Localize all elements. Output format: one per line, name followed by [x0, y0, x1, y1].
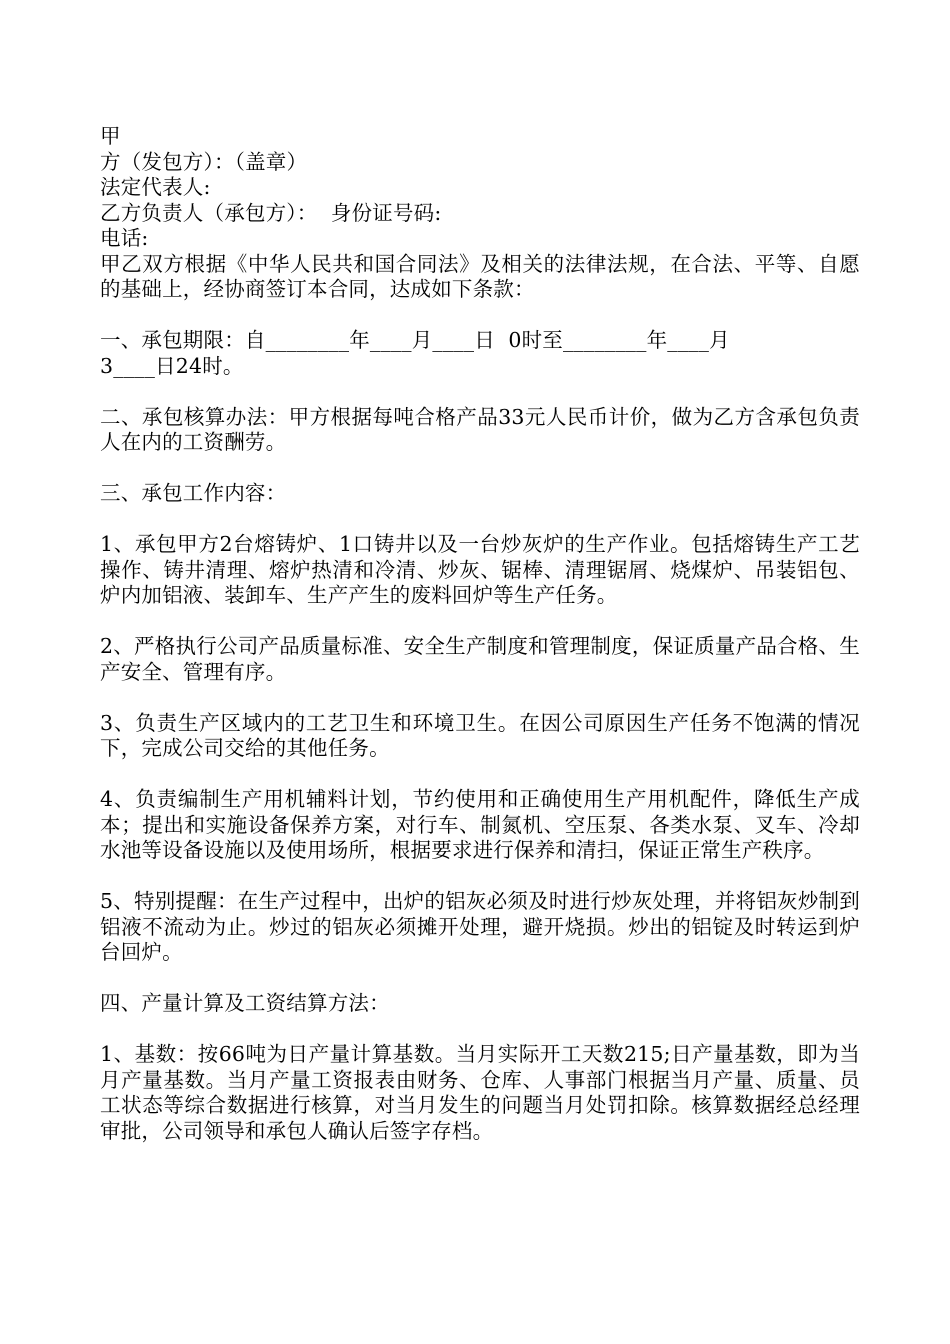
section3-item: 3、负责生产区域内的工艺卫生和环境卫生。在因公司原因生产任务不饱满的情况下，完成公司交给的其他任务。 — [100, 710, 860, 760]
spacer — [100, 507, 860, 533]
spacer — [100, 609, 860, 635]
spacer — [100, 864, 860, 890]
section3-title: 三、承包工作内容： — [100, 481, 287, 505]
spacer — [100, 379, 860, 405]
section2-paragraph: 二、承包核算办法：甲方根据每吨合格产品33元人民币计价，做为乙方含承包负责人在内的工资酬劳。 — [100, 404, 860, 454]
party-b-line: 乙方负责人（承包方）： 身份证号码: — [100, 200, 442, 225]
spacer — [100, 456, 860, 482]
section1-term-line2: 3____日24时。 — [100, 353, 244, 378]
phone-line: 电话: — [100, 226, 149, 250]
section4-title: 四、产量计算及工资结算方法： — [100, 991, 390, 1015]
section4-item: 1、基数：按66吨为日产量计算基数。当月实际开工天数215;日产量基数，即为当月产量基数。当月产量工资报表由财务、仓库、人事部门根据当月产量、质量、员工状态等综合数据进行核算，对当月发生的问题当月处罚扣除。核算数据经总经理审批，公司领导和承包人确认后签字存档。 — [100, 1042, 860, 1143]
spacer — [100, 303, 860, 329]
party-a-label: 甲 — [100, 124, 121, 148]
spacer — [100, 685, 860, 711]
spacer — [100, 762, 860, 788]
section3-item: 1、承包甲方2台熔铸炉、1口铸井以及一台炒灰炉的生产作业。包括熔铸生产工艺操作、铸井清理、熔炉热清和冷清、炒灰、锯棒、清理锯屑、烧煤炉、吊装铝包、炉内加铝液、装卸车、生产产生的废料回炉等生产任务。 — [100, 532, 860, 607]
section3-item: 2、严格执行公司产品质量标准、安全生产制度和管理制度，保证质量产品合格、生产安全、管理有序。 — [100, 634, 860, 684]
spacer — [100, 966, 860, 992]
legal-representative-line: 法定代表人: — [100, 175, 211, 199]
contract-document — [100, 124, 860, 1144]
section3-item: 4、负责编制生产用机辅料计划，节约使用和正确使用生产用机配件，降低生产成本；提出和实施设备保养方案，对行车、制氮机、空压泵、各类水泵、叉车、冷却水池等设备设施以及使用场所，根据要求进行保养和清扫，保证正常生产秩序。 — [100, 787, 860, 862]
intro-paragraph: 甲乙双方根据《中华人民共和国合同法》及相关的法律法规，在合法、平等、自愿的基础上，经协商签订本合同，达成如下条款： — [100, 251, 860, 301]
party-a-seal-line: 方（发包方）：（盖章） — [100, 149, 308, 174]
section1-term-line1: 一、承包期限：自________年____月____日 0时至________年____月 — [100, 328, 730, 352]
spacer — [100, 1017, 860, 1043]
section3-item: 5、特别提醒：在生产过程中，出炉的铝灰必须及时进行炒灰处理，并将铝灰炒制到铝液不流动为止。炒过的铝灰必须摊开处理，避开烧损。炒出的铝锭及时转运到炉台回炉。 — [100, 889, 860, 964]
